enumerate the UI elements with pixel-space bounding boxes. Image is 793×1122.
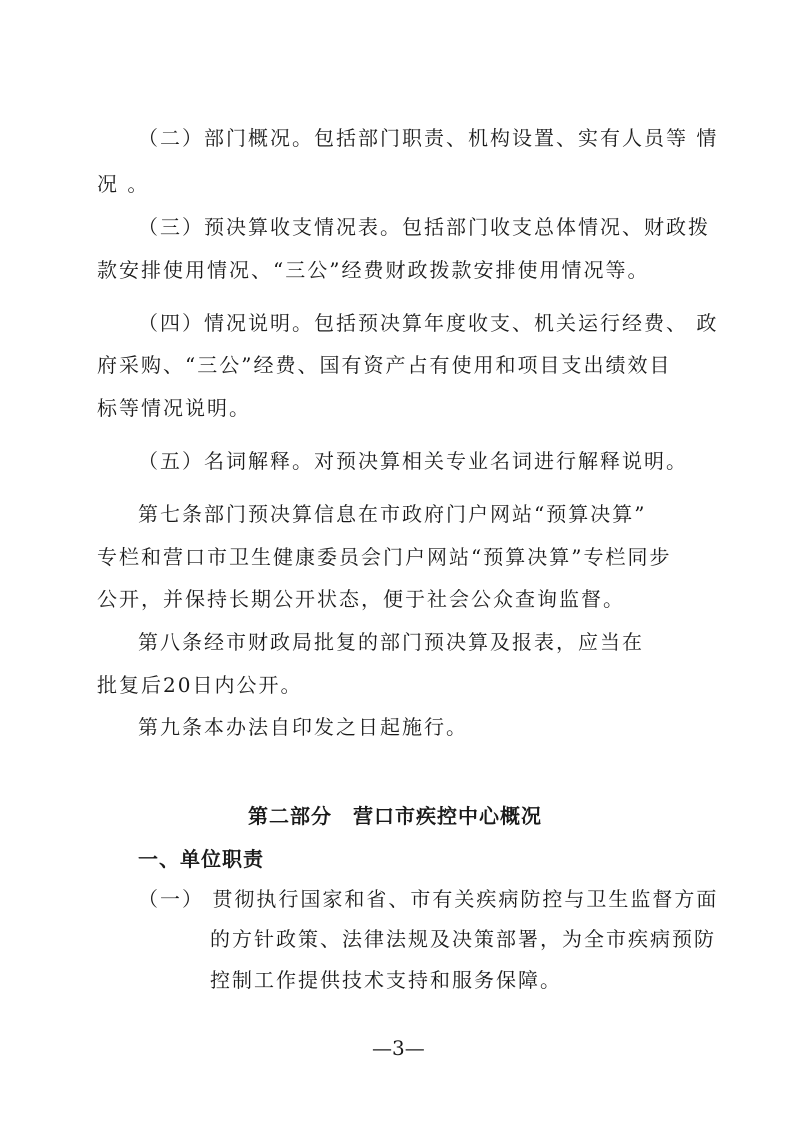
page-number: —3—: [372, 1036, 425, 1060]
article-8-line-1: 第八条经市财政局批复的部门预决算及报表，应当在: [138, 630, 644, 654]
article-8-line-2: 批复后20日内公开。: [97, 673, 303, 697]
item-4-line-3: 标等情况说明。: [97, 396, 251, 420]
article-7-line-1: 第七条部门预决算信息在市政府门户网站“预算决算”: [138, 502, 647, 526]
item-4-line-1: （四）情况说明。包括预决算年度收支、机关运行经费、 政: [138, 311, 719, 335]
item-2-line-1: （二）部门概况。包括部门职责、机构设置、实有人员等 情: [138, 126, 719, 150]
duty-1-line-3: 控制工作提供技术支持和服务保障。: [210, 968, 562, 992]
part-two-title: 第二部分 营口市疾控中心概况: [248, 804, 542, 828]
item-5-line-1: （五）名词解释。对预决算相关专业名词进行解释说明。: [138, 449, 688, 473]
article-7-line-3: 公开，并保持长期公开状态，便于社会公众查询监督。: [97, 587, 625, 611]
duty-1-line-2: 的方针政策、法律法规及决策部署，为全市疾病预防: [210, 927, 716, 951]
duty-1-line-1: （一） 贯彻执行国家和省、市有关疾病防控与卫生监督方面: [138, 887, 719, 911]
item-3-line-2: 款安排使用情况、“三公”经费财政拨款安排使用情况等。: [97, 258, 650, 282]
item-3-line-1: （三）预决算收支情况表。包括部门收支总体情况、财政拨: [138, 215, 710, 239]
unit-duties-heading: 一、单位职责: [138, 847, 264, 871]
article-7-line-2: 专栏和营口市卫生健康委员会门户网站“预算决算”专栏同步: [97, 545, 672, 569]
item-2-line-2: 况 。: [97, 172, 150, 196]
item-4-line-2: 府采购、“三公”经费、国有资产占有使用和项目支出绩效目: [97, 353, 672, 377]
article-9-line-1: 第九条本办法自印发之日起施行。: [138, 715, 468, 739]
